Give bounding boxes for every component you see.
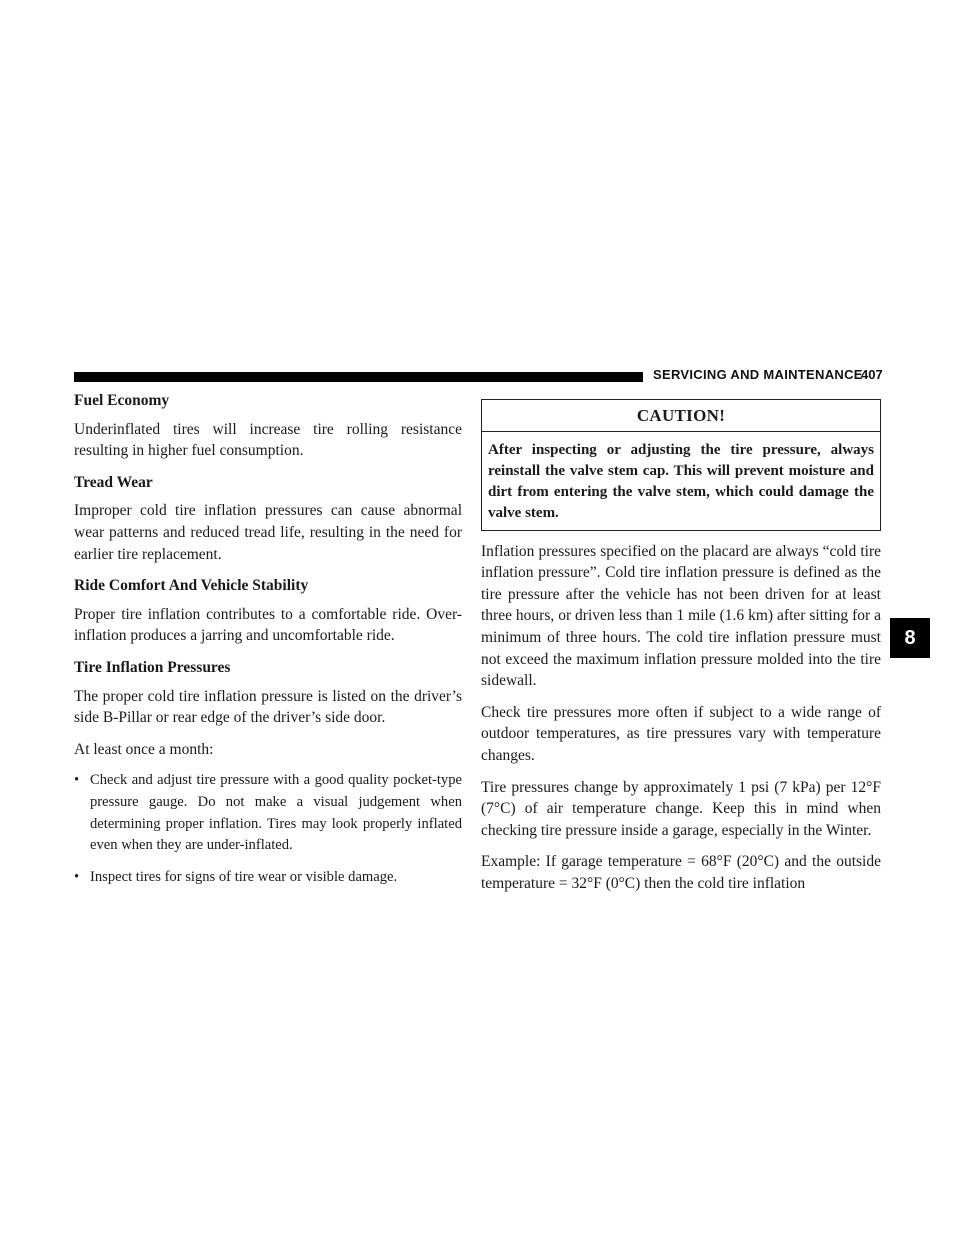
bullet-icon: • <box>74 868 80 885</box>
list-item <box>74 770 462 856</box>
list-item-text: Inspect tires for signs of tire wear or visible damage. <box>90 868 398 885</box>
list-item <box>74 867 462 889</box>
running-header-title: SERVICING AND MAINTENANCE <box>653 367 863 382</box>
caution-box <box>481 399 881 531</box>
chapter-tab: 8 <box>890 618 930 658</box>
heading-ride-comfort: Ride Comfort And Vehicle Stability <box>74 577 309 595</box>
monthly-checklist <box>74 770 462 888</box>
paragraph-pressure-change: Tire pressures change by approximately 1 psi (7 kPa) per 12°F (7°C) of air temperature change. Keep this in mind when checking tire pressure inside a garage, especially in the Winter. <box>481 778 881 839</box>
caution-title: CAUTION! <box>482 400 880 432</box>
paragraph-once-a-month: At least once a month: <box>74 740 214 758</box>
paragraph-cold-pressure: Inflation pressures specified on the placard are always “cold tire inflation pressure”. Cold tire inflation pressure is defined as the tire pressure after the vehicle has not been driven for at least three hours, or driven less than 1 mile (1.6 km) after sitting for a minimum of three hours. The cold tire inflation pressure must not exceed the maximum inflation pressure molded into the tire sidewall. <box>481 542 881 690</box>
paragraph-example: Example: If garage temperature = 68°F (20°C) and the outside temperature = 32°F (0°C) then the cold tire inflation <box>481 853 881 892</box>
paragraph-check-often: Check tire pressures more often if subject to a wide range of outdoor temperatures, as tire pressures vary with temperature changes. <box>481 703 881 764</box>
page-number: 407 <box>861 367 883 382</box>
left-column <box>74 390 462 898</box>
paragraph-tread-wear: Improper cold tire inflation pressures can cause abnormal wear patterns and reduced tread life, resulting in the need for earlier tire replacement. <box>74 502 462 563</box>
heading-tread-wear: Tread Wear <box>74 473 153 491</box>
heading-tire-inflation-pressures: Tire Inflation Pressures <box>74 658 231 676</box>
caution-body: After inspecting or adjusting the tire pressure, always reinstall the valve stem cap. This will prevent moisture and dirt from entering the valve stem, which could damage the valve stem. <box>488 441 874 521</box>
paragraph-inflation-location: The proper cold tire inflation pressure is listed on the driver’s side B-Pillar or rear edge of the driver’s side door. <box>74 687 462 727</box>
right-column <box>481 395 881 905</box>
header-bar <box>74 372 643 382</box>
paragraph-fuel-economy: Underinflated tires will increase tire rolling resistance resulting in higher fuel consumption. <box>74 420 462 460</box>
paragraph-ride-comfort: Proper tire inflation contributes to a comfortable ride. Over-inflation produces a jarring and uncomfortable ride. <box>74 605 462 645</box>
list-item-text: Check and adjust tire pressure with a good quality pocket-type pressure gauge. Do not make a visual judgement when determining proper inflation. Tires may look properly inflated even when they are under-inflated. <box>90 772 462 854</box>
heading-fuel-economy: Fuel Economy <box>74 392 170 409</box>
bullet-icon: • <box>74 772 80 789</box>
